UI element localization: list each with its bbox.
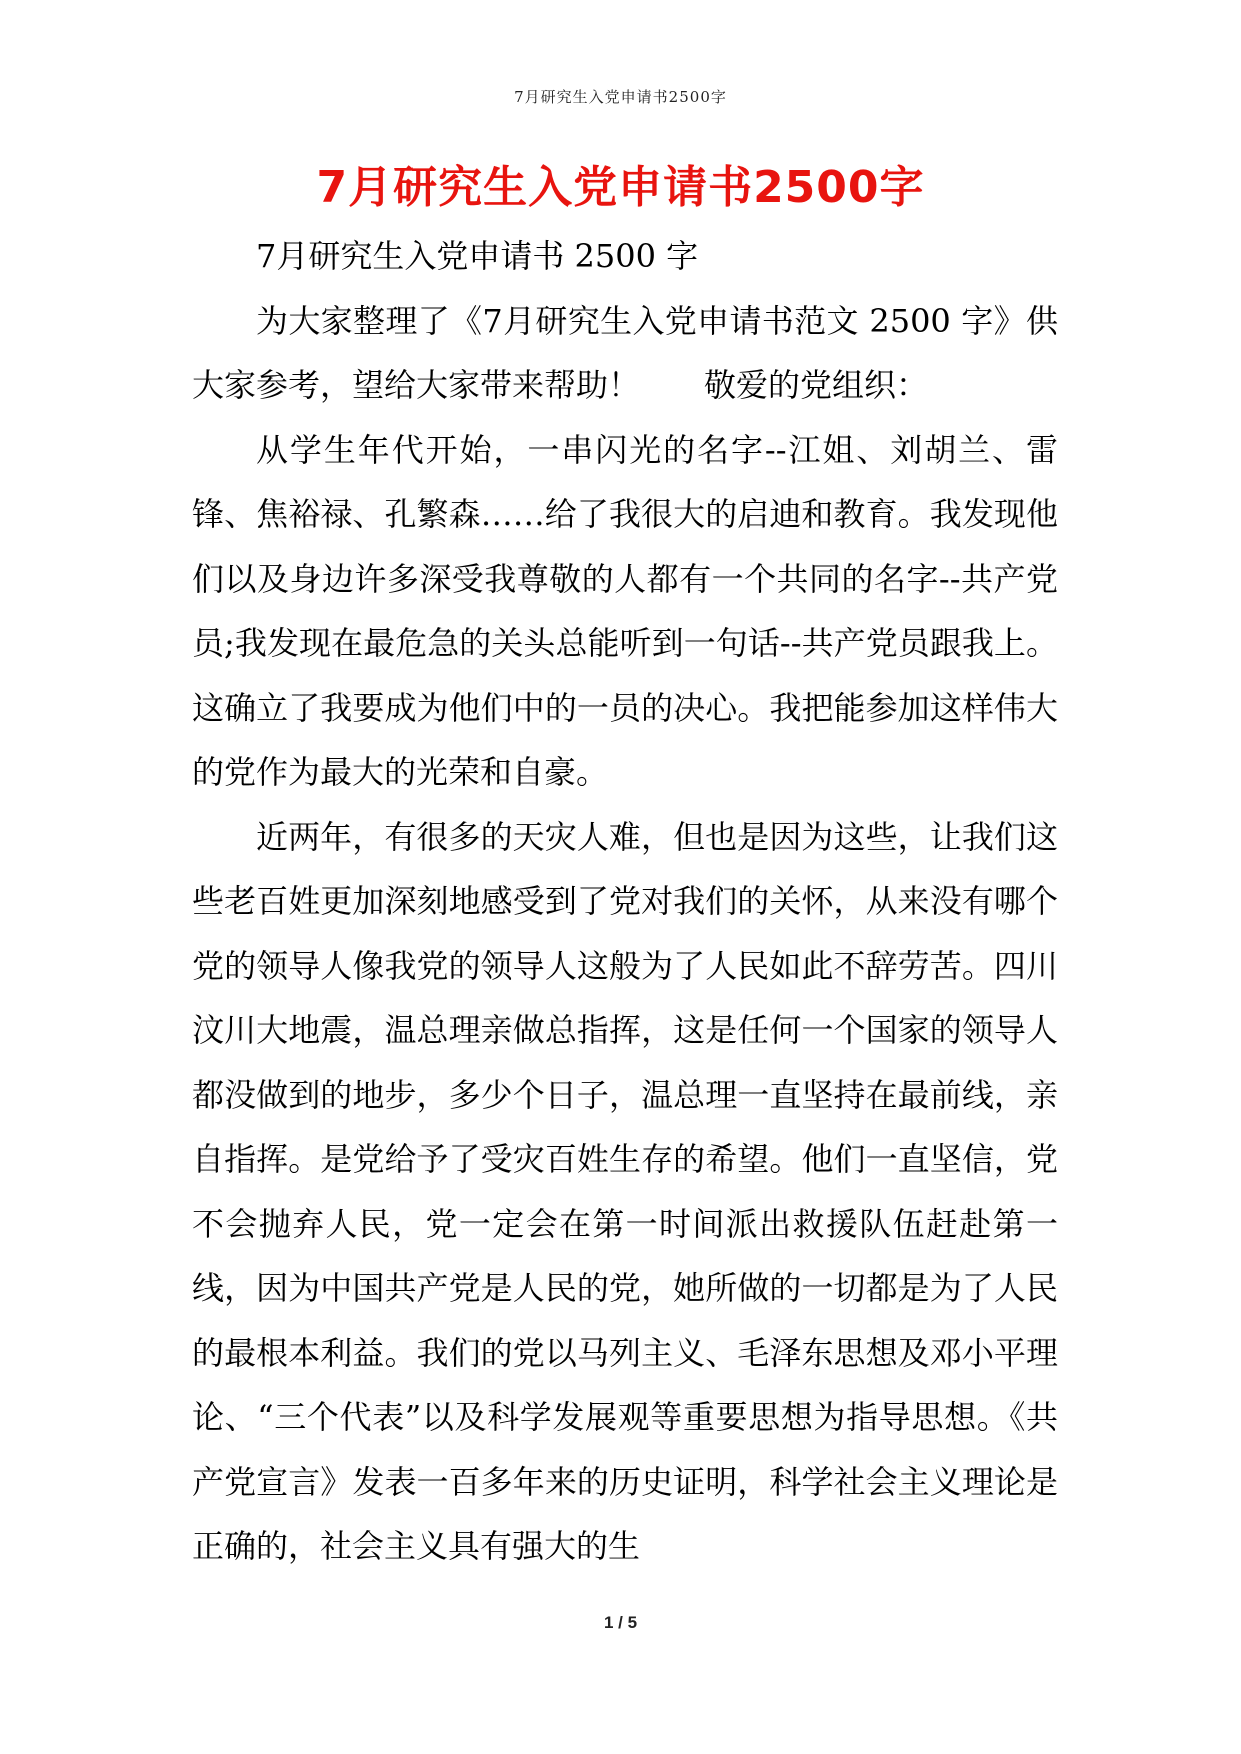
body-paragraph-1: 从学生年代开始，一串闪光的名字--江姐、刘胡兰、雷锋、焦裕禄、孔繁森……给了我很大的启迪和教育。我发现他们以及身边许多深受我尊敬的人都有一个共同的名字--共产党员;我发现在最危急的关头总能听到一句话--共产党员跟我上。这确立了我要成为他们中的一员的决心。我把能参加这样伟大的党作为最大的光荣和自豪。 [192,430,1058,791]
running-header: 7月研究生入党申请书2500字 [514,88,727,106]
body-paragraph-2: 近两年，有很多的天灾人难，但也是因为这些，让我们这些老百姓更加深刻地感受到了党对我们的关怀，从来没有哪个党的领导人像我党的领导人这般为了人民如此不辞劳苦。四川汶川大地震，温总理亲做总指挥，这是任何一个国家的领导人都没做到的地步，多少个日子，温总理一直坚持在最前线，亲自指挥。是党给予了受灾百姓生存的希望。他们一直坚信，党不会抛弃人民，党一定会在第一时间派出救援队伍赶赴第一线，因为中国共产党是人民的党，她所做的一切都是为了人民的最根本利益。我们的党以马列主义、毛泽东思想及邓小平理论、“三个代表”以及科学发展观等重要思想为指导思想。《共产党宣言》发表一百多年来的历史证明，科学社会主义理论是正确的，社会主义具有强大的生 [192,817,1058,1565]
document-body [192,224,1058,1579]
body-paragraph-subtitle: 7月研究生入党申请书 2500 字 [256,237,699,275]
document-title: 7月研究生入党申请书2500字 [316,162,925,213]
body-paragraph-intro: 为大家整理了《7月研究生入党申请书范文 2500 字》供大家参考，望给大家带来帮助！ 敬爱的党组织： [192,301,1058,404]
page-number: 1 / 5 [603,1613,638,1632]
